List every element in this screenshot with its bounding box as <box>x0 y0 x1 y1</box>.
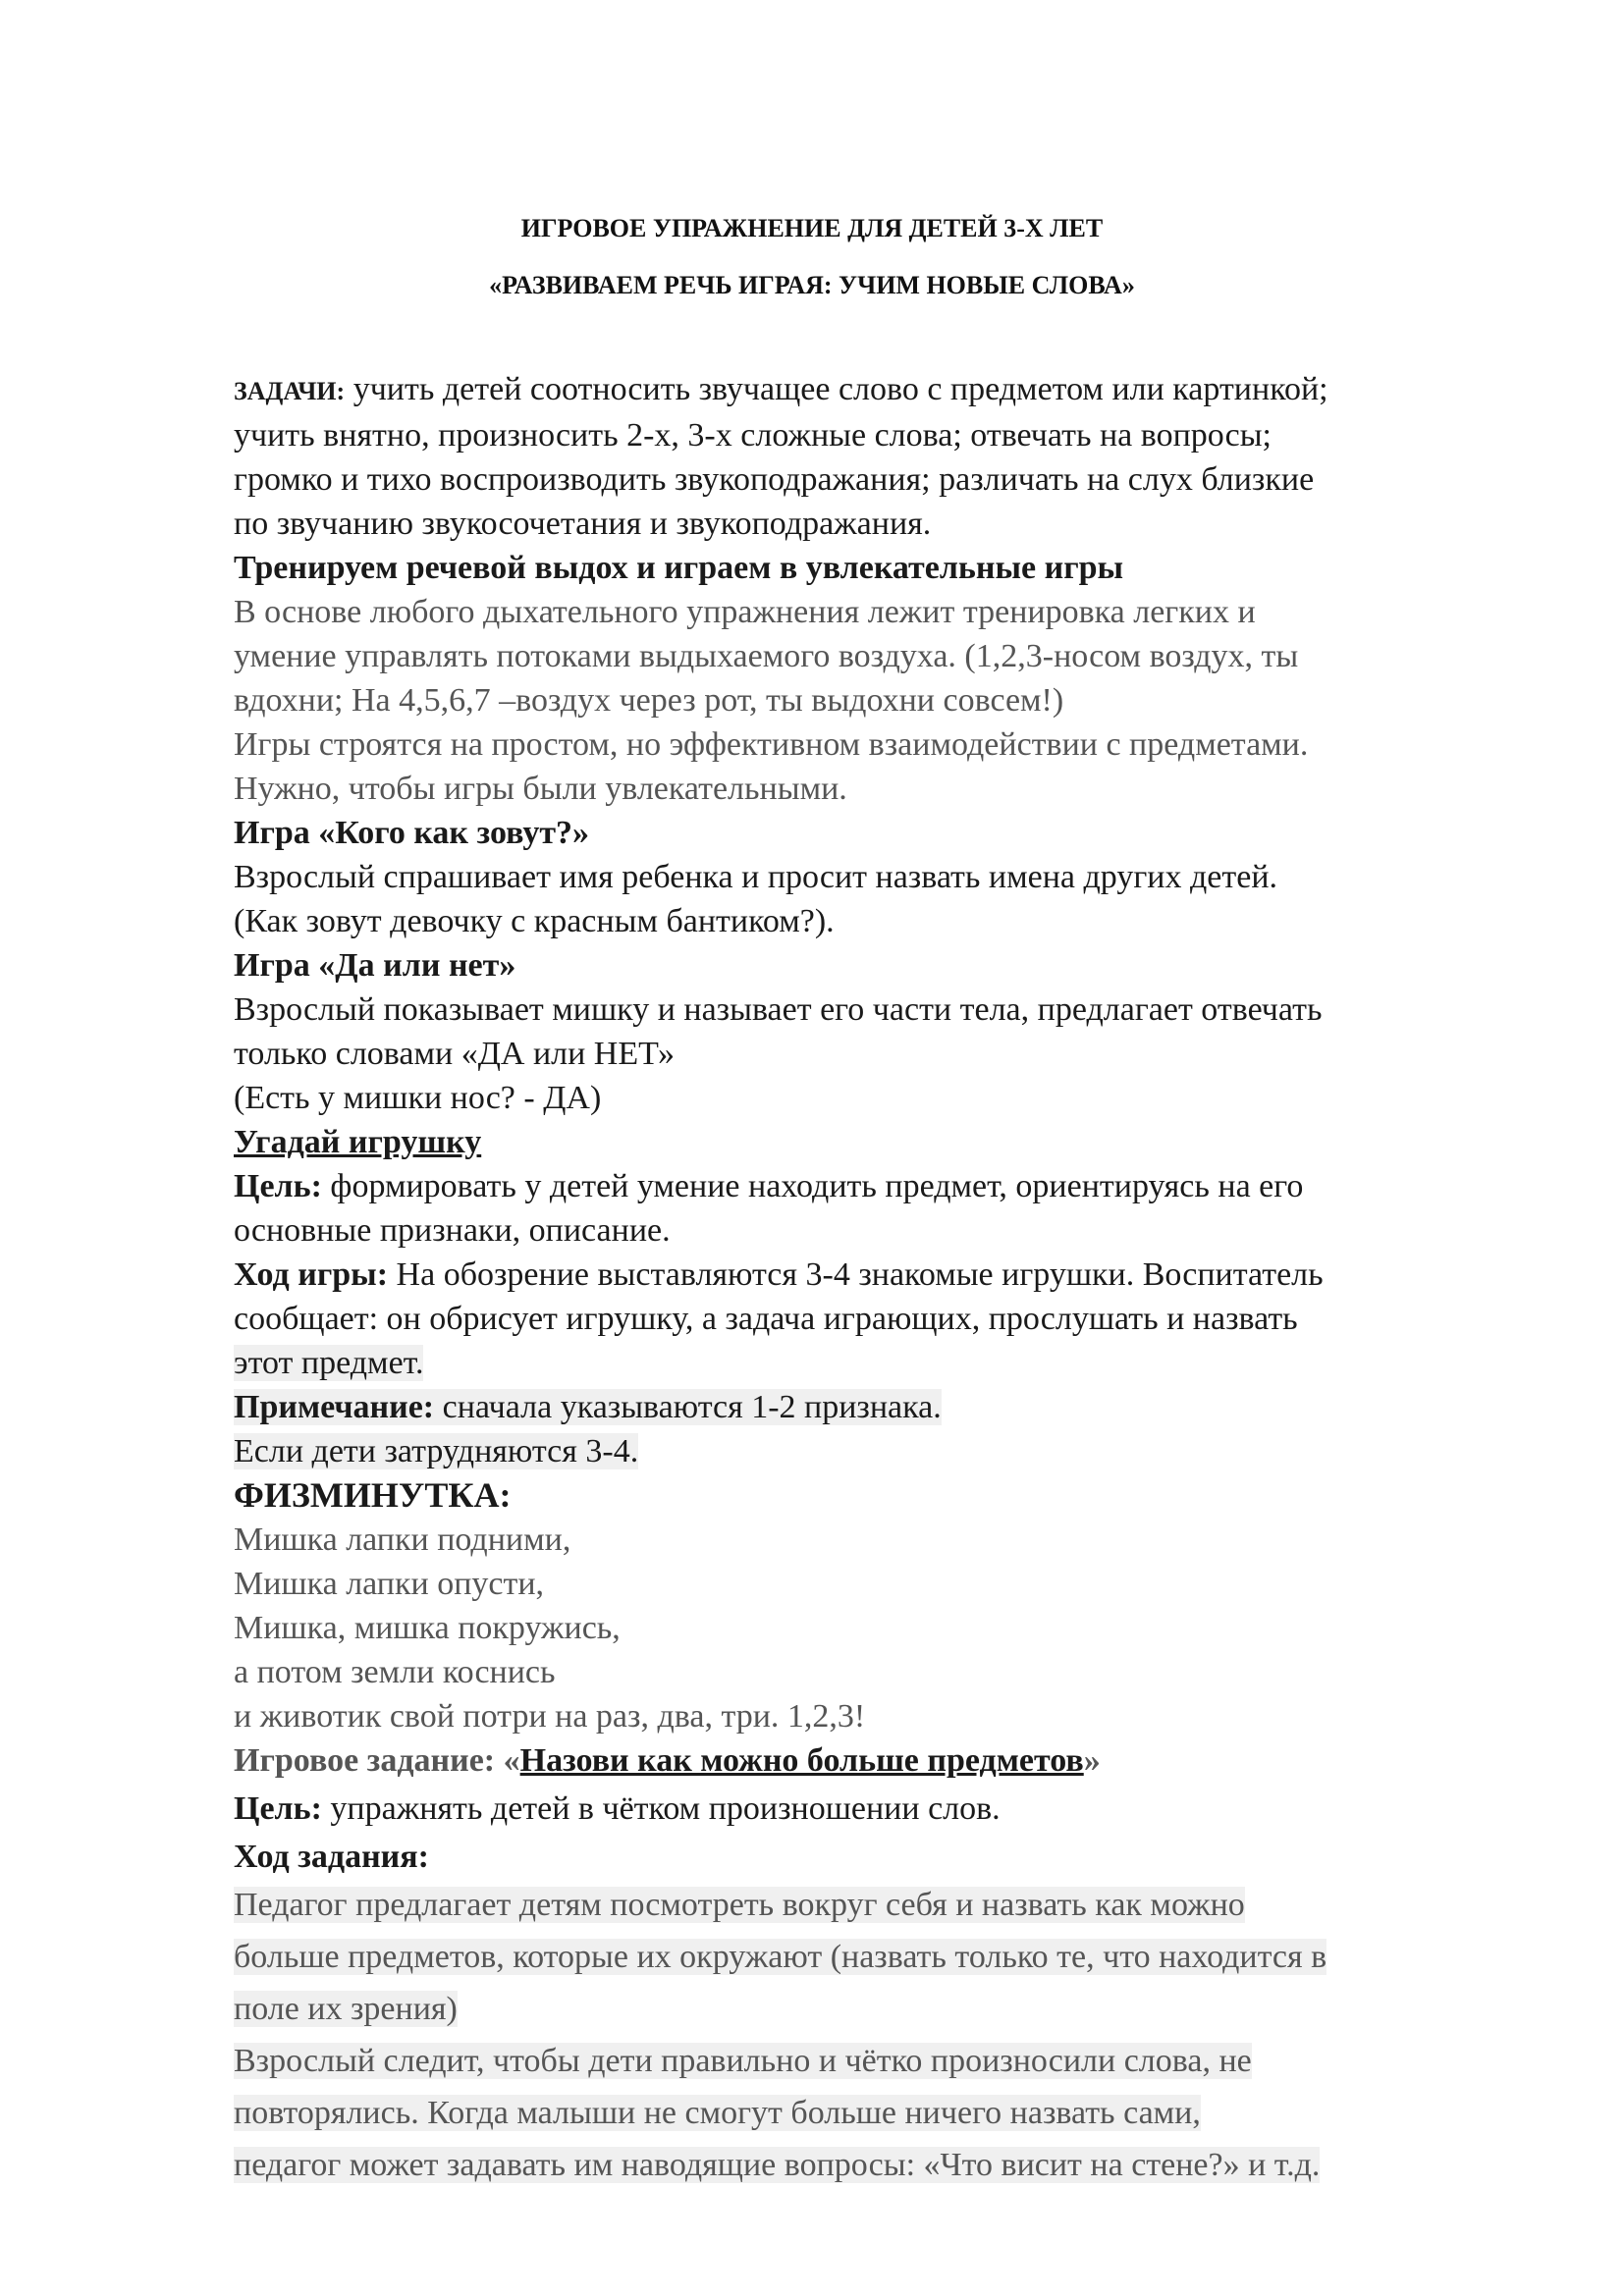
document-title-line2: «РАЗВИВАЕМ РЕЧЬ ИГРАЯ: УЧИМ НОВЫЕ СЛОВА» <box>489 271 1135 299</box>
breathing-p1-line1: В основе любого дыхательного упражнения лежит тренировка легких и <box>234 594 1256 630</box>
task4-p1-line1: Педагог предлагает детям посмотреть вокруг себя и назвать как можно <box>234 1887 1245 1923</box>
exercise-line: Мишка лапки подними, <box>234 1522 571 1558</box>
tasks-line1: ЗАДАЧИ: учить детей соотносить звучащее слово с предметом или картинкой; <box>234 371 1328 407</box>
game2-line1: Взрослый показывает мишку и называет его части тела, предлагает отвечать <box>234 991 1323 1028</box>
game2-line2: только словами «ДА или НЕТ» <box>234 1036 676 1072</box>
exercise-heading: ФИЗМИНУТКА: <box>234 1475 512 1515</box>
exercise-line: Мишка лапки опусти, <box>234 1566 545 1602</box>
tasks-line2: учить внятно, произносить 2-х, 3-х сложные слова; отвечать на вопросы; <box>234 417 1272 454</box>
game2-line3: (Есть у мишки нос? - ДА) <box>234 1080 602 1116</box>
exercise-line: Мишка, мишка покружись, <box>234 1610 621 1646</box>
game1-line2: (Как зовут девочку с красным бантиком?). <box>234 903 835 939</box>
game3-goal-line1: Цель: формировать у детей умение находить предмет, ориентируясь на его <box>234 1168 1304 1204</box>
game3-goal-line2: основные признаки, описание. <box>234 1212 671 1249</box>
task4-p2-line1: Взрослый следит, чтобы дети правильно и чётко произносили слова, не <box>234 2043 1252 2079</box>
game3-note-line1: Примечание: сначала указываются 1-2 признака. <box>234 1389 942 1425</box>
task4-p1-line3: поле их зрения) <box>234 1991 458 2027</box>
document-title-line1: ИГРОВОЕ УПРАЖНЕНИЕ ДЛЯ ДЕТЕЙ 3-Х ЛЕТ <box>520 214 1104 242</box>
tasks-label: ЗАДАЧИ: <box>234 377 346 405</box>
task4-goal: Цель: упражнять детей в чётком произношении слов. <box>234 1790 1001 1827</box>
game3-course-line1: Ход игры: На обозрение выставляются 3-4 знакомые игрушки. Воспитатель <box>234 1256 1324 1293</box>
task4-heading-link: Назови как можно больше предметов <box>519 1742 1084 1779</box>
task4-p1-line2: больше предметов, которые их окружают (назвать только те, что находится в <box>234 1939 1327 1975</box>
task4-course-heading: Ход задания: <box>234 1839 429 1875</box>
exercise-line: и животик свой потри на раз, два, три. 1,2,3! <box>234 1698 866 1735</box>
game3-course-line3: этот предмет. <box>234 1345 424 1381</box>
breathing-p1-line3: вдохни; На 4,5,6,7 –воздух через рот, ты выдохни совсем!) <box>234 682 1064 719</box>
tasks-line3: громко и тихо воспроизводить звукоподражания; различать на слух близкие <box>234 461 1315 498</box>
document-body <box>234 367 1530 2191</box>
tasks-line4: по звучанию звукосочетания и звукоподражания. <box>234 506 932 542</box>
exercise-line: а потом земли коснись <box>234 1654 556 1690</box>
game1-heading: Игра «Кого как зовут?» <box>234 815 590 851</box>
game3-heading: Угадай игрушку <box>234 1124 482 1160</box>
task4-heading: Игровое задание: «Назови как можно больше предметов» <box>234 1742 1101 1779</box>
game3-note-label: Примечание: <box>234 1389 435 1425</box>
game2-heading: Игра «Да или нет» <box>234 947 516 984</box>
breathing-p2-line1: Игры строятся на простом, но эффективном взаимодействии с предметами. <box>234 726 1309 763</box>
task4-p2-line2: повторялись. Когда малыши не смогут больше ничего назвать сами, <box>234 2095 1201 2131</box>
task4-p2-line3: педагог может задавать им наводящие вопросы: «Что висит на стене?» и т.д. <box>234 2147 1321 2183</box>
breathing-p2-line2: Нужно, чтобы игры были увлекательными. <box>234 771 847 807</box>
breathing-heading: Тренируем речевой выдох и играем в увлекательные игры <box>234 550 1124 586</box>
game3-goal-label: Цель: <box>234 1168 322 1204</box>
game3-note-line2: Если дети затрудняются 3-4. <box>234 1433 639 1469</box>
task4-goal-label: Цель: <box>234 1790 322 1827</box>
game3-course-line2: сообщает: он обрисует игрушку, а задача играющих, прослушать и назвать <box>234 1301 1298 1337</box>
game3-course-label: Ход игры: <box>234 1256 389 1293</box>
game1-line1: Взрослый спрашивает имя ребенка и просит назвать имена других детей. <box>234 859 1278 895</box>
breathing-p1-line2: умение управлять потоками выдыхаемого воздуха. (1,2,3-носом воздух, ты <box>234 638 1299 674</box>
